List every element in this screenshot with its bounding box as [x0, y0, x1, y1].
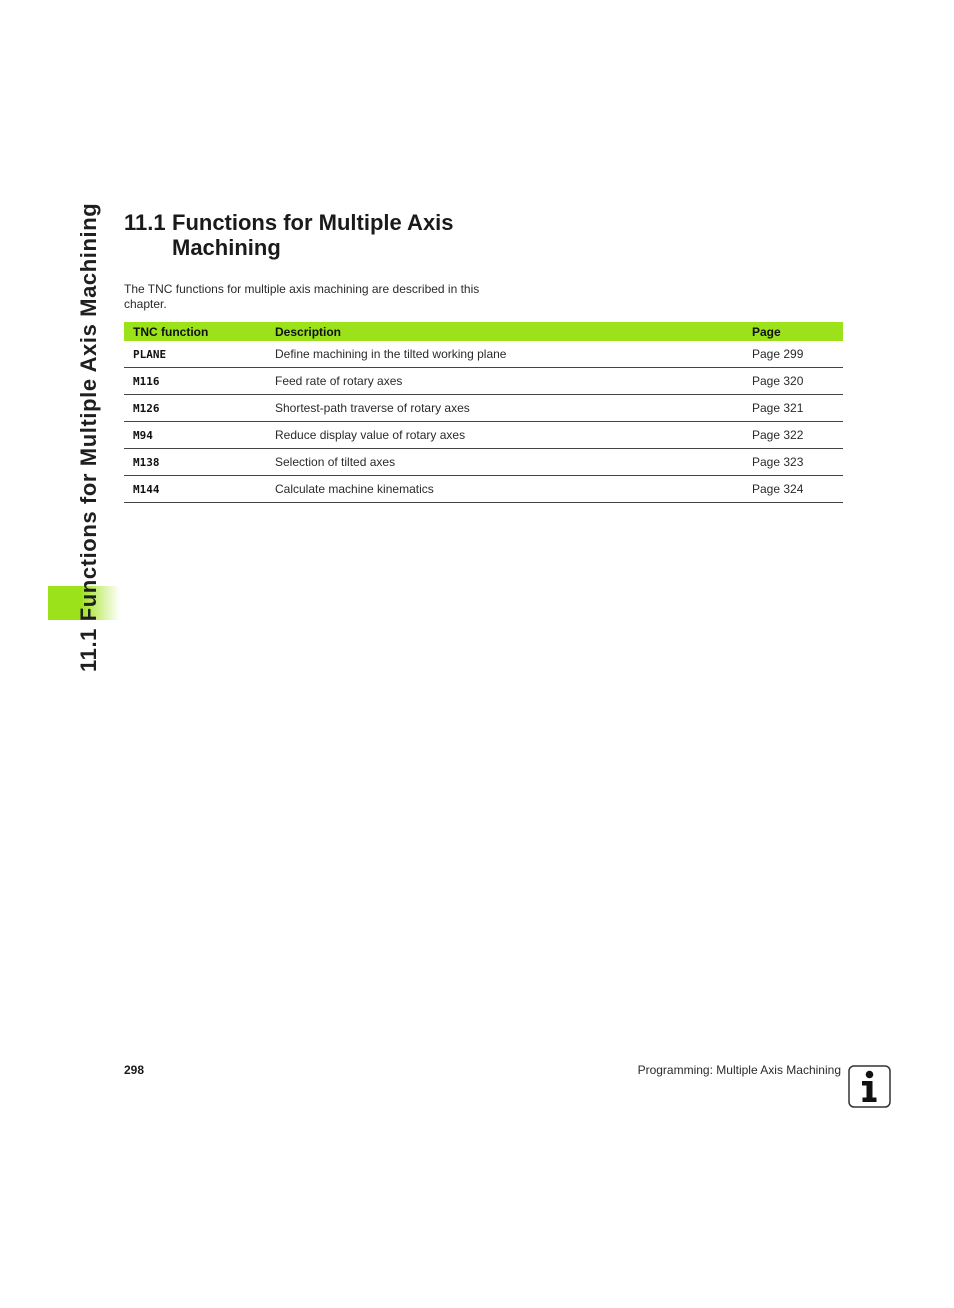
- footer-section-title: Programming: Multiple Axis Machining: [637, 1063, 841, 1077]
- function-cell: [124, 449, 275, 476]
- function-cell: [124, 368, 275, 395]
- section-number: 11.1: [124, 210, 166, 235]
- function-code: M126: [133, 402, 160, 415]
- table-row: [124, 368, 843, 395]
- page-ref-cell[interactable]: Page 323: [752, 449, 843, 476]
- function-cell: [124, 476, 275, 503]
- page-number: 298: [124, 1063, 145, 1077]
- description-cell: Shortest-path traverse of rotary axes: [275, 395, 752, 422]
- function-cell: [124, 422, 275, 449]
- table-row: [124, 476, 843, 503]
- page-ref-cell[interactable]: Page 299: [752, 341, 843, 368]
- table-row: [124, 341, 843, 368]
- column-header-function: TNC function: [124, 322, 275, 341]
- function-code: M94: [133, 429, 153, 442]
- intro-paragraph: The TNC functions for multiple axis machining are described in this chapter.: [124, 282, 480, 311]
- page-ref-cell[interactable]: Page 324: [752, 476, 843, 503]
- section-title: Functions for Multiple Axis Machining: [172, 210, 454, 260]
- function-code: M138: [133, 456, 160, 469]
- side-tab-label: 11.1 Functions for Multiple Axis Machining: [76, 202, 101, 672]
- function-code: PLANE: [133, 348, 167, 361]
- description-cell: Feed rate of rotary axes: [275, 368, 752, 395]
- page-title: [124, 210, 512, 260]
- column-header-page: Page: [752, 322, 843, 341]
- info-icon: [848, 1065, 891, 1108]
- page-ref-cell[interactable]: Page 321: [752, 395, 843, 422]
- page-ref-cell[interactable]: Page 320: [752, 368, 843, 395]
- page-ref-cell[interactable]: Page 322: [752, 422, 843, 449]
- description-cell: Calculate machine kinematics: [275, 476, 752, 503]
- table-row: [124, 395, 843, 422]
- function-table: [124, 322, 843, 503]
- description-cell: Reduce display value of rotary axes: [275, 422, 752, 449]
- function-cell: [124, 395, 275, 422]
- function-code: M144: [133, 483, 160, 496]
- table-row: [124, 449, 843, 476]
- function-code: M116: [133, 375, 160, 388]
- column-header-description: Description: [275, 322, 752, 341]
- table-header-row: [124, 322, 843, 341]
- table-row: [124, 422, 843, 449]
- description-cell: Selection of tilted axes: [275, 449, 752, 476]
- function-cell: [124, 341, 275, 368]
- description-cell: Define machining in the tilted working plane: [275, 341, 752, 368]
